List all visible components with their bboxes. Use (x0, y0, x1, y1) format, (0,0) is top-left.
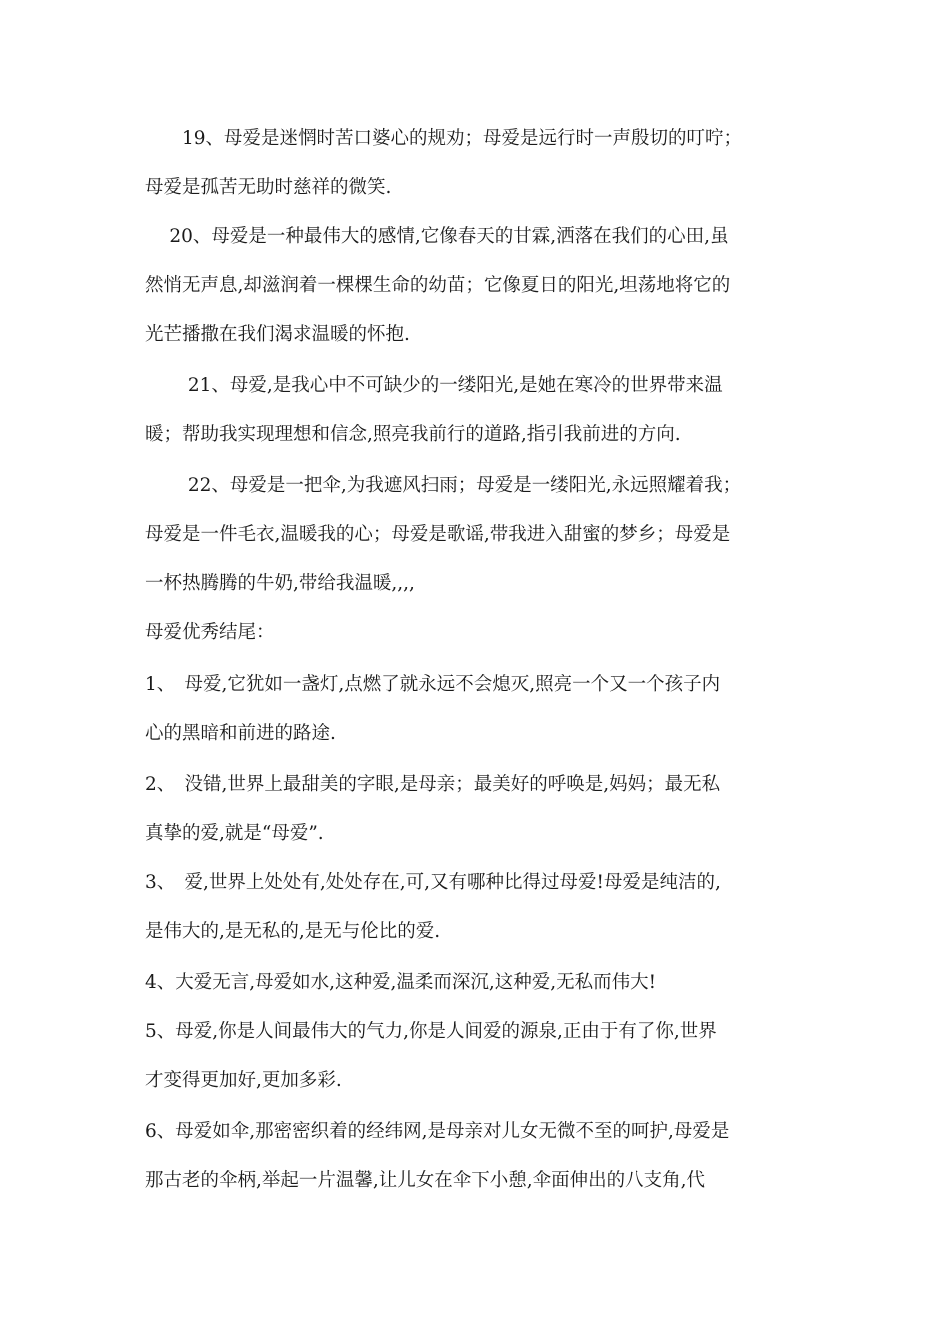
text-line: 一杯热腾腾的牛奶,带给我温暖,,,, (145, 573, 415, 594)
text-line: 母爱是一件毛衣,温暖我的心；母爱是歌谣,带我进入甜蜜的梦乡；母爱是 (145, 524, 731, 545)
text-line: 4、大爱无言,母爱如水,这种爱,温柔而深沉,这种爱,无私而伟大! (145, 972, 657, 993)
text-line: 才变得更加好,更加多彩. (145, 1070, 342, 1091)
text-line: 20、母爱是一种最伟大的感情,它像春天的甘霖,洒落在我们的心田,虽 (145, 226, 729, 247)
text-line: 1、 母爱,它犹如一盏灯,点燃了就永远不会熄灭,照亮一个又一个孩子内 (145, 674, 721, 695)
text-line: 暖；帮助我实现理想和信念,照亮我前行的道路,指引我前进的方向. (145, 424, 681, 445)
text-line: 母爱是孤苦无助时慈祥的微笑. (145, 177, 392, 198)
text-line: 那古老的伞柄,举起一片温馨,让儿女在伞下小憩,伞面伸出的八支角,代 (145, 1170, 706, 1191)
section-heading: 母爱优秀结尾： (145, 622, 275, 643)
text-line: 22、母爱是一把伞,为我遮风扫雨；母爱是一缕阳光,永远照耀着我； (145, 475, 742, 496)
text-line: 3、 爱,世界上处处有,处处存在,可,又有哪种比得过母爱!母爱是纯洁的, (145, 872, 721, 893)
text-line: 19、母爱是迷惘时苦口婆心的规劝；母爱是远行时一声殷切的叮咛； (145, 128, 743, 149)
text-line: 2、 没错,世界上最甜美的字眼,是母亲；最美好的呼唤是,妈妈；最无私 (145, 774, 721, 795)
text-line: 然悄无声息,却滋润着一棵棵生命的幼苗；它像夏日的阳光,坦荡地将它的 (145, 275, 731, 296)
text-line: 真挚的爱,就是“母爱”. (145, 823, 324, 844)
text-line: 21、母爱,是我心中不可缺少的一缕阳光,是她在寒冷的世界带来温 (145, 375, 723, 396)
text-line: 是伟大的,是无私的,是无与伦比的爱. (145, 921, 441, 942)
text-line: 心的黑暗和前进的路途. (145, 723, 336, 744)
text-line: 6、母爱如伞,那密密织着的经纬网,是母亲对儿女无微不至的呵护,母爱是 (145, 1121, 730, 1142)
text-line: 5、母爱,你是人间最伟大的气力,你是人间爱的源泉,正由于有了你,世界 (145, 1021, 717, 1042)
text-line: 光芒播撒在我们渴求温暖的怀抱. (145, 324, 410, 345)
